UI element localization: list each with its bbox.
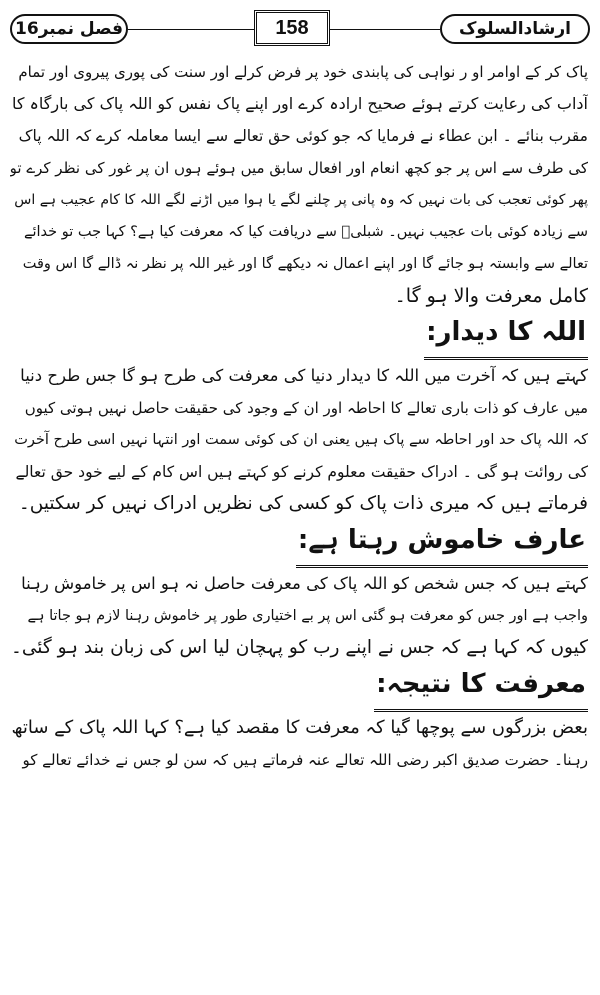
section-heading-text: معرفت کا نتیجہ: — [374, 664, 588, 712]
text-line: واجب ہے اور جس کو معرفت ہو گئی اس پر بے اختیاری طور پر خاموش رہنا لازم ہو جاتا ہے — [27, 608, 588, 624]
section-heading-text: اللہ کا دیدار: — [424, 312, 588, 360]
book-title: ارشادالسلوک — [440, 14, 590, 44]
section-heading — [10, 312, 588, 360]
page-number: 158 — [254, 10, 330, 46]
text-line: سے زیادہ کوئی بات عجیب نہیں۔ شبلیؒ سے دریافت کیا کہ معرفت کیا ہے؟ کہا جب تو خدائے — [23, 224, 588, 240]
section-heading — [10, 664, 588, 712]
text-line: کی طرف سے اس پر جو کچھ انعام اور افعال سابق میں ہوئے ہوں ان پر غور کی نظر کرے تو — [10, 159, 588, 177]
text-line: فرماتے ہیں کہ میری ذات پاک کو کسی کی نظریں ادراک نہیں کر سکتیں۔ — [18, 493, 588, 514]
section-heading — [10, 520, 588, 568]
text-line: کی روائت ہو گی ۔ ادراک حقیقت معلوم کرنے کو کہتے ہیں اس کام کے لیے خود حق تعالے — [15, 463, 588, 481]
header-rule-left — [128, 29, 254, 30]
text-line: رہنا۔ حضرت صدیق اکبر رضی اللہ تعالے عنہ فرماتے ہیں کہ سن لو جس نے خدائے تعالے کو — [22, 751, 588, 769]
text-line: میں عارف کو ذات باری تعالے کا احاطہ اور ان کے وجود کی حقیقت حاصل نہیں ہوتی کیوں — [24, 399, 588, 417]
text-line: آداب کی رعایت کرتے ہوئے صحیح ارادہ کرے اور اپنے پاک نفس کو اللہ پاک کی بارگاہ کا — [11, 94, 588, 113]
header-rule-right — [330, 29, 440, 30]
chapter-label: فصل نمبر16 — [10, 14, 128, 44]
text-line: تعالے سے وابستہ ہو جائے گا اور اپنے اعمال نہ دیکھے گا اور غیر اللہ پر نظر نہ ڈالے گا اس وقت — [22, 256, 588, 272]
text-line: کہتے ہیں کہ جس شخص کو اللہ پاک کی معرفت حاصل نہ ہو اس پر خاموش رہنا — [21, 574, 588, 593]
text-line: کیوں کہ کہا ہے کہ جس نے اپنے رب کو پہچان لیا اس کی زبان بند ہو گئی۔ — [11, 637, 588, 658]
text-line: پھر کوئی تعجب کی بات نہیں کہ وہ پانی پر چلنے لگے یا ہوا میں اڑنے لگے اللہ کا کام عجیب ہے اس — [14, 192, 588, 208]
page-body — [10, 56, 588, 992]
text-line: کہتے ہیں کہ آخرت میں اللہ کا دیدار دنیا کی معرفت کی طرح ہو گا جس طرح دنیا — [20, 366, 588, 385]
page-header — [10, 10, 590, 48]
text-line: مقرب بنائے ۔ ابن عطاء نے فرمایا کہ جو کوئی حق تعالے سے ایسا معاملہ کرے کہ اللہ پاک — [18, 127, 588, 145]
text-line: پاک کر کے اوامر او ر نواہی کی پابندی خود پر فرض کرلے اور سنت کی پوری پیروی اور تمام — [18, 63, 588, 81]
text-line: بعض بزرگوں سے پوچھا گیا کہ معرفت کا مقصد کیا ہے؟ کہا اللہ پاک کے ساتھ — [11, 717, 588, 738]
text-line: کہ اللہ پاک حد اور احاطہ سے پاک ہیں یعنی ان کی کوئی سمت اور انتہا نہیں اسی طرح آخرت — [14, 432, 588, 448]
section-heading-text: عارف خاموش رہتا ہے: — [296, 520, 588, 568]
text-line: کامل معرفت والا ہو گا۔ — [394, 285, 588, 307]
